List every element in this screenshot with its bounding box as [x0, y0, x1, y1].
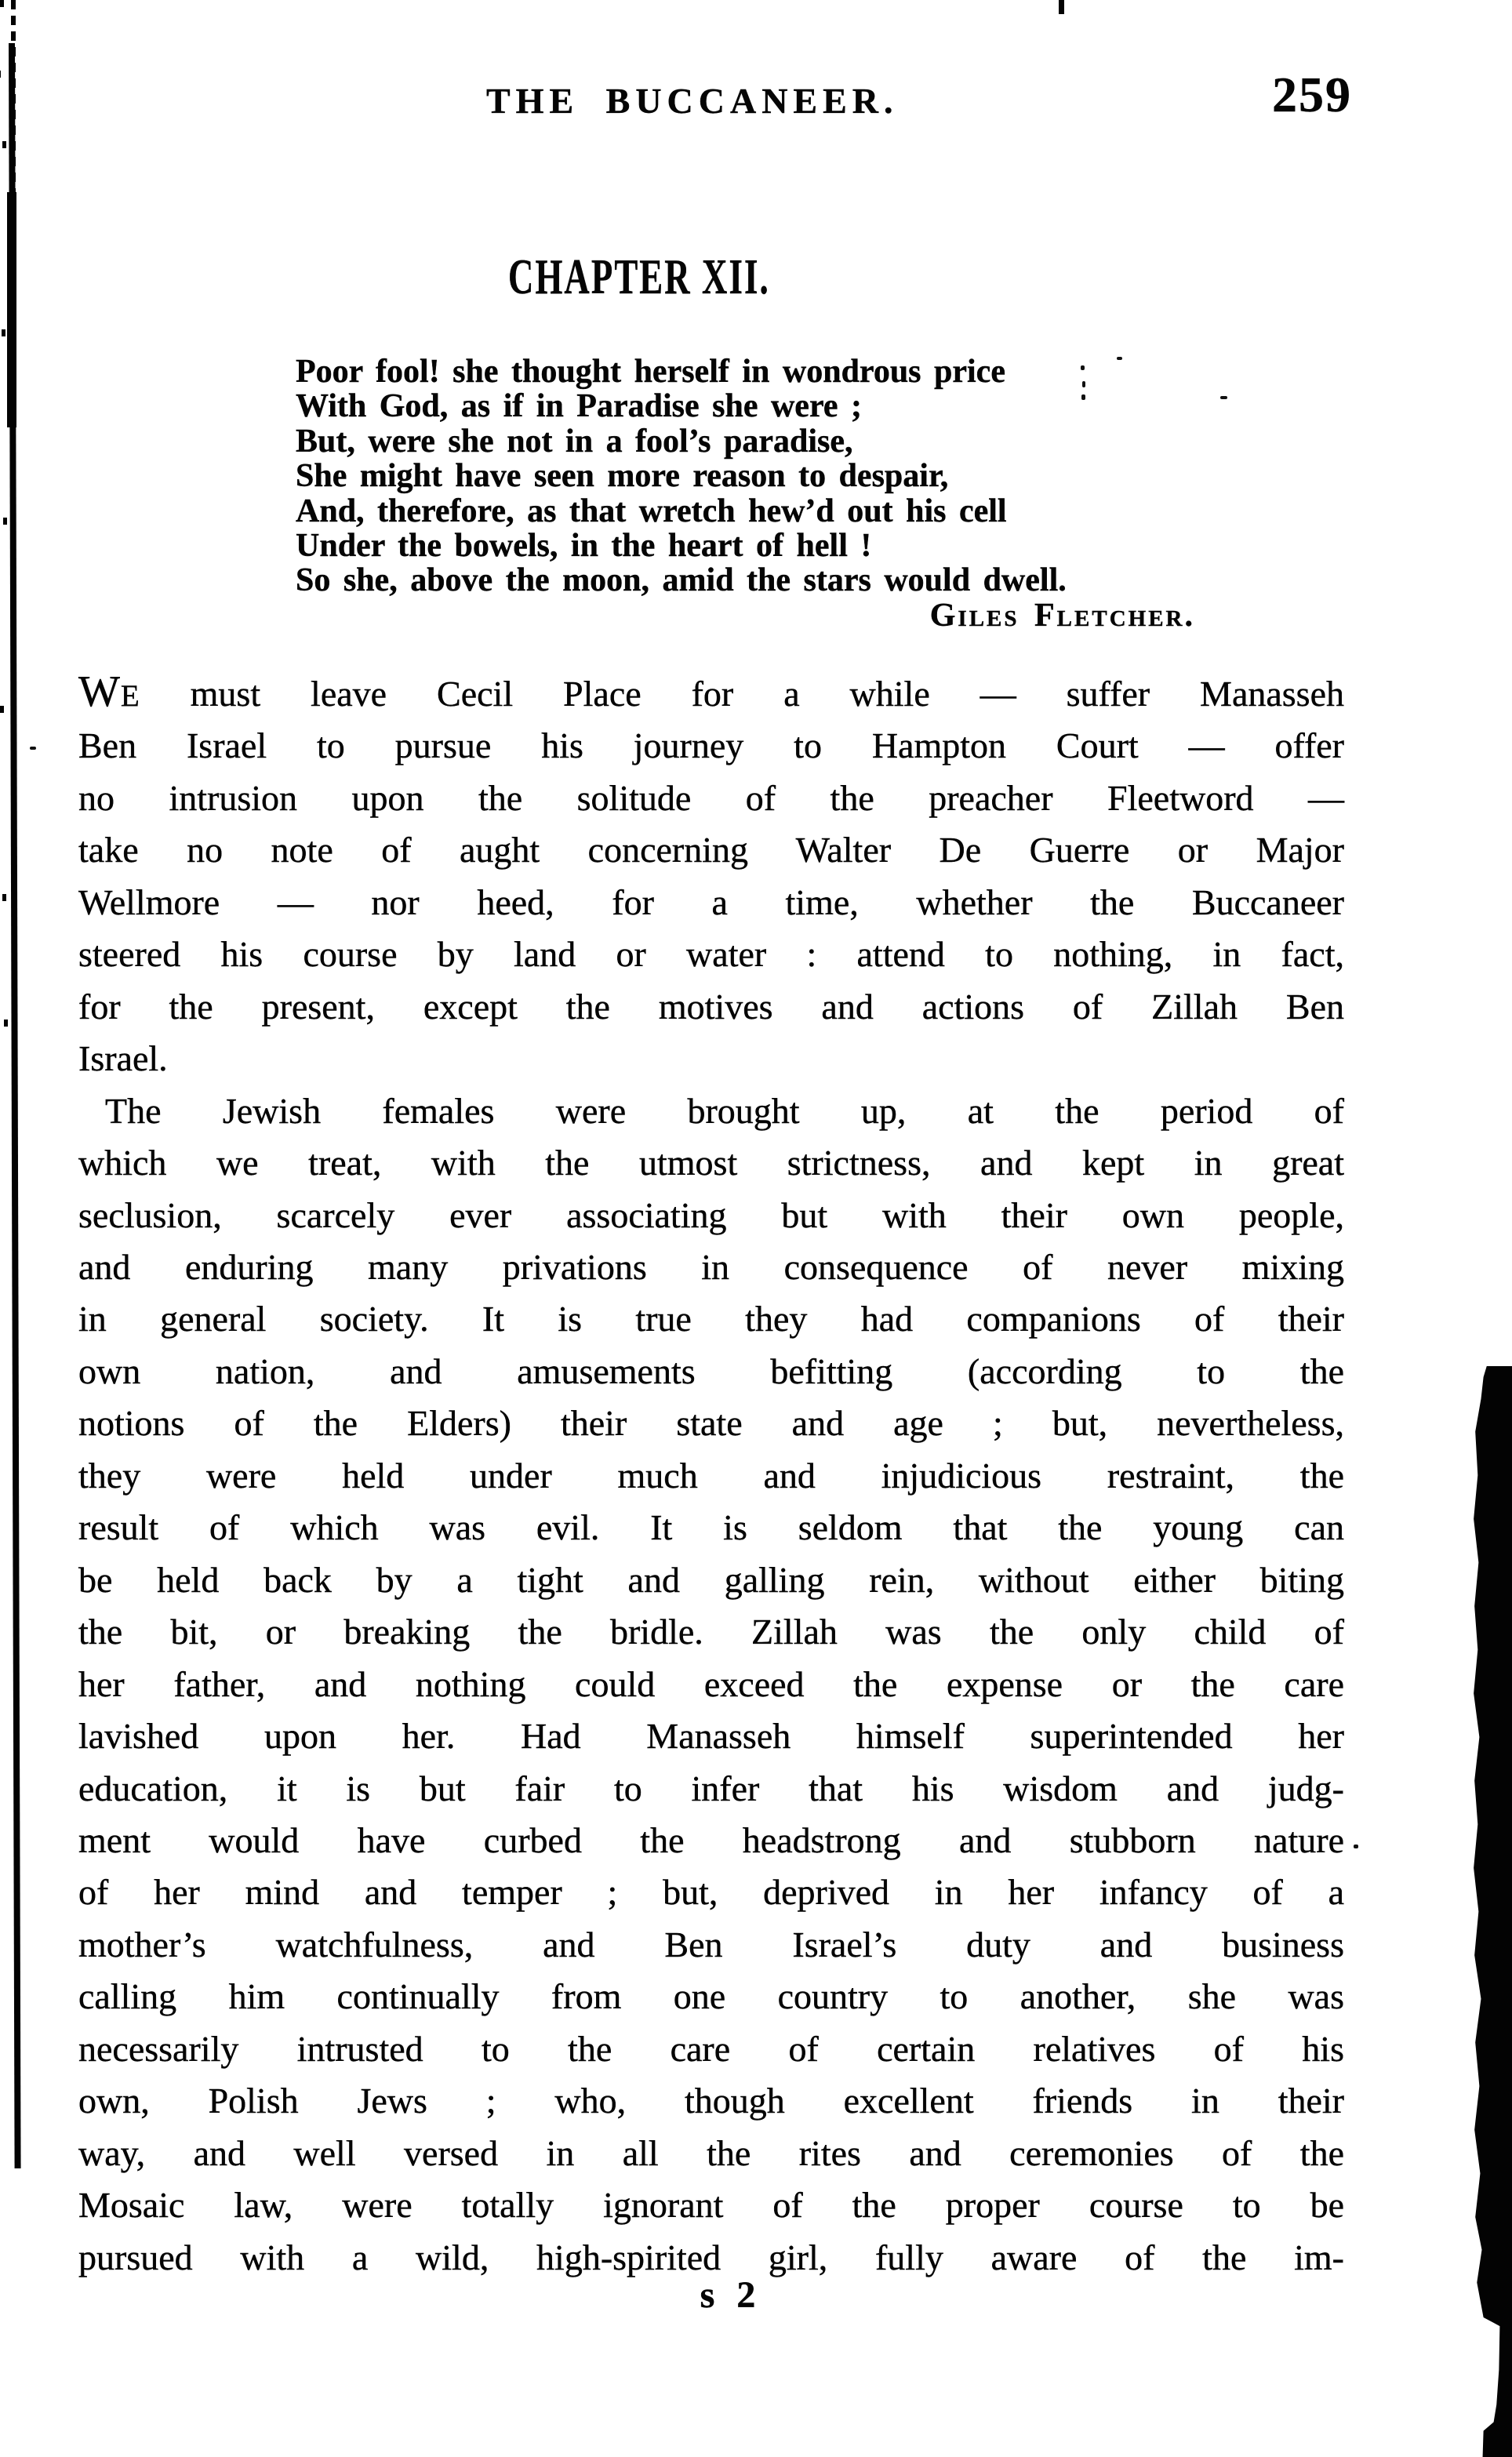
scan-speck [1081, 394, 1085, 400]
epigraph-line: With God, as if in Paradise she were ; [296, 388, 862, 425]
scan-speck [1082, 381, 1085, 387]
scan-artifact-right-speckles [0, 0, 4, 7]
scan-artifact-left-dashes [11, 0, 16, 192]
epigraph-line: Under the bowels, in the heart of hell ! [296, 528, 872, 565]
body-line-text: must leave Cecil Place for a while — suffer Manasseh [190, 674, 1344, 714]
body-line: ment would have curbed the headstrong and stubborn nature [78, 1819, 1344, 1860]
body-text [78, 668, 1344, 2284]
body-line: notions of the Elders) their state and age ; but, nevertheless, [78, 1403, 1344, 1444]
epigraph-line: She might have seen more reason to despair, [296, 458, 949, 495]
body-line: necessarily intrusted to the care of certain relatives of his [78, 2028, 1344, 2069]
body-line: lavished upon her. Had Manasseh himself superintended her [78, 1716, 1344, 1757]
scan-speck [1117, 357, 1122, 360]
body-line: which we treat, with the utmost strictness, and kept in great [78, 1143, 1344, 1183]
body-line: of her mind and temper ; but, deprived in her infancy of a [78, 1872, 1344, 1913]
scan-speck [30, 747, 36, 750]
body-line: her father, and nothing could exceed the expense or the care [78, 1663, 1344, 1704]
body-line: pursued with a wild, high-spirited girl, fully aware of the im- [78, 2237, 1344, 2277]
epigraph-line: But, were she not in a fool’s paradise, [296, 423, 853, 460]
epigraph-attribution: Giles Fletcher. [929, 597, 1195, 634]
signature-mark: s 2 [700, 2274, 756, 2316]
paragraph-lead-word: We [78, 667, 140, 716]
chapter-heading: CHAPTER XII. [508, 249, 770, 304]
body-line: result of which was evil. It is seldom that the young can [78, 1507, 1344, 1548]
body-line: they were held under much and injudicious restraint, the [78, 1455, 1344, 1496]
scan-speck [1354, 1845, 1358, 1848]
scan-speck [1220, 396, 1227, 399]
body-line: The Jewish females were brought up, at the period of [105, 1090, 1344, 1131]
scan-artifact-left-rule-thick [7, 192, 16, 427]
body-line: own nation, and amusements befitting (according to the [78, 1350, 1344, 1391]
epigraph-line: Poor fool! she thought herself in wondrous price [296, 354, 1005, 390]
scan-artifact-top-tick [1059, 0, 1064, 14]
page-number: 259 [1272, 67, 1352, 122]
epigraph-line: So she, above the moon, amid the stars would dwell. [296, 562, 1067, 599]
body-line: be held back by a tight and galling rein, without either biting [78, 1559, 1344, 1600]
scan-speck [1081, 365, 1085, 370]
body-line: own, Polish Jews ; who, though excellent friends in their [78, 2081, 1344, 2121]
body-line: calling him continually from one country to another, she was [78, 1976, 1344, 2017]
body-line: in general society. It is true they had companions of their [78, 1299, 1344, 1339]
body-line: Ben Israel to pursue his journey to Hampton Court — offer [78, 725, 1344, 766]
epigraph-line: And, therefore, as that wretch hew’d out his cell [296, 492, 1007, 529]
body-line: education, it is but fair to infer that his wisdom and judg- [78, 1768, 1344, 1808]
body-line: Israel. [78, 1038, 168, 1079]
body-line: seclusion, scarcely ever associating but with their own people, [78, 1194, 1344, 1235]
body-line: and enduring many privations in consequence of never mixing [78, 1246, 1344, 1287]
scan-artifact-right-band [1471, 1366, 1512, 2457]
body-line: take no note of aught concerning Walter De Guerre or Major [78, 830, 1344, 870]
running-header-title: THE BUCCANEER. [486, 81, 899, 121]
body-line: mother’s watchfulness, and Ben Israel’s duty and business [78, 1924, 1344, 1965]
body-line: for the present, except the motives and actions of Zillah Ben [78, 986, 1344, 1027]
body-line: way, and well versed in all the rites and ceremonies of the [78, 2132, 1344, 2173]
epigraph [296, 354, 1201, 633]
body-line: Mosaic law, were totally ignorant of the proper course to be [78, 2185, 1344, 2226]
body-line: the bit, or breaking the bridle. Zillah was the only child of [78, 1612, 1344, 1652]
body-line: steered his course by land or water : attend to nothing, in fact, [78, 934, 1344, 975]
body-line: Wellmore — nor heed, for a time, whether the Buccaneer [78, 881, 1344, 922]
body-line [78, 668, 1344, 720]
body-line: no intrusion upon the solitude of the preacher Fleetword — [78, 777, 1344, 818]
